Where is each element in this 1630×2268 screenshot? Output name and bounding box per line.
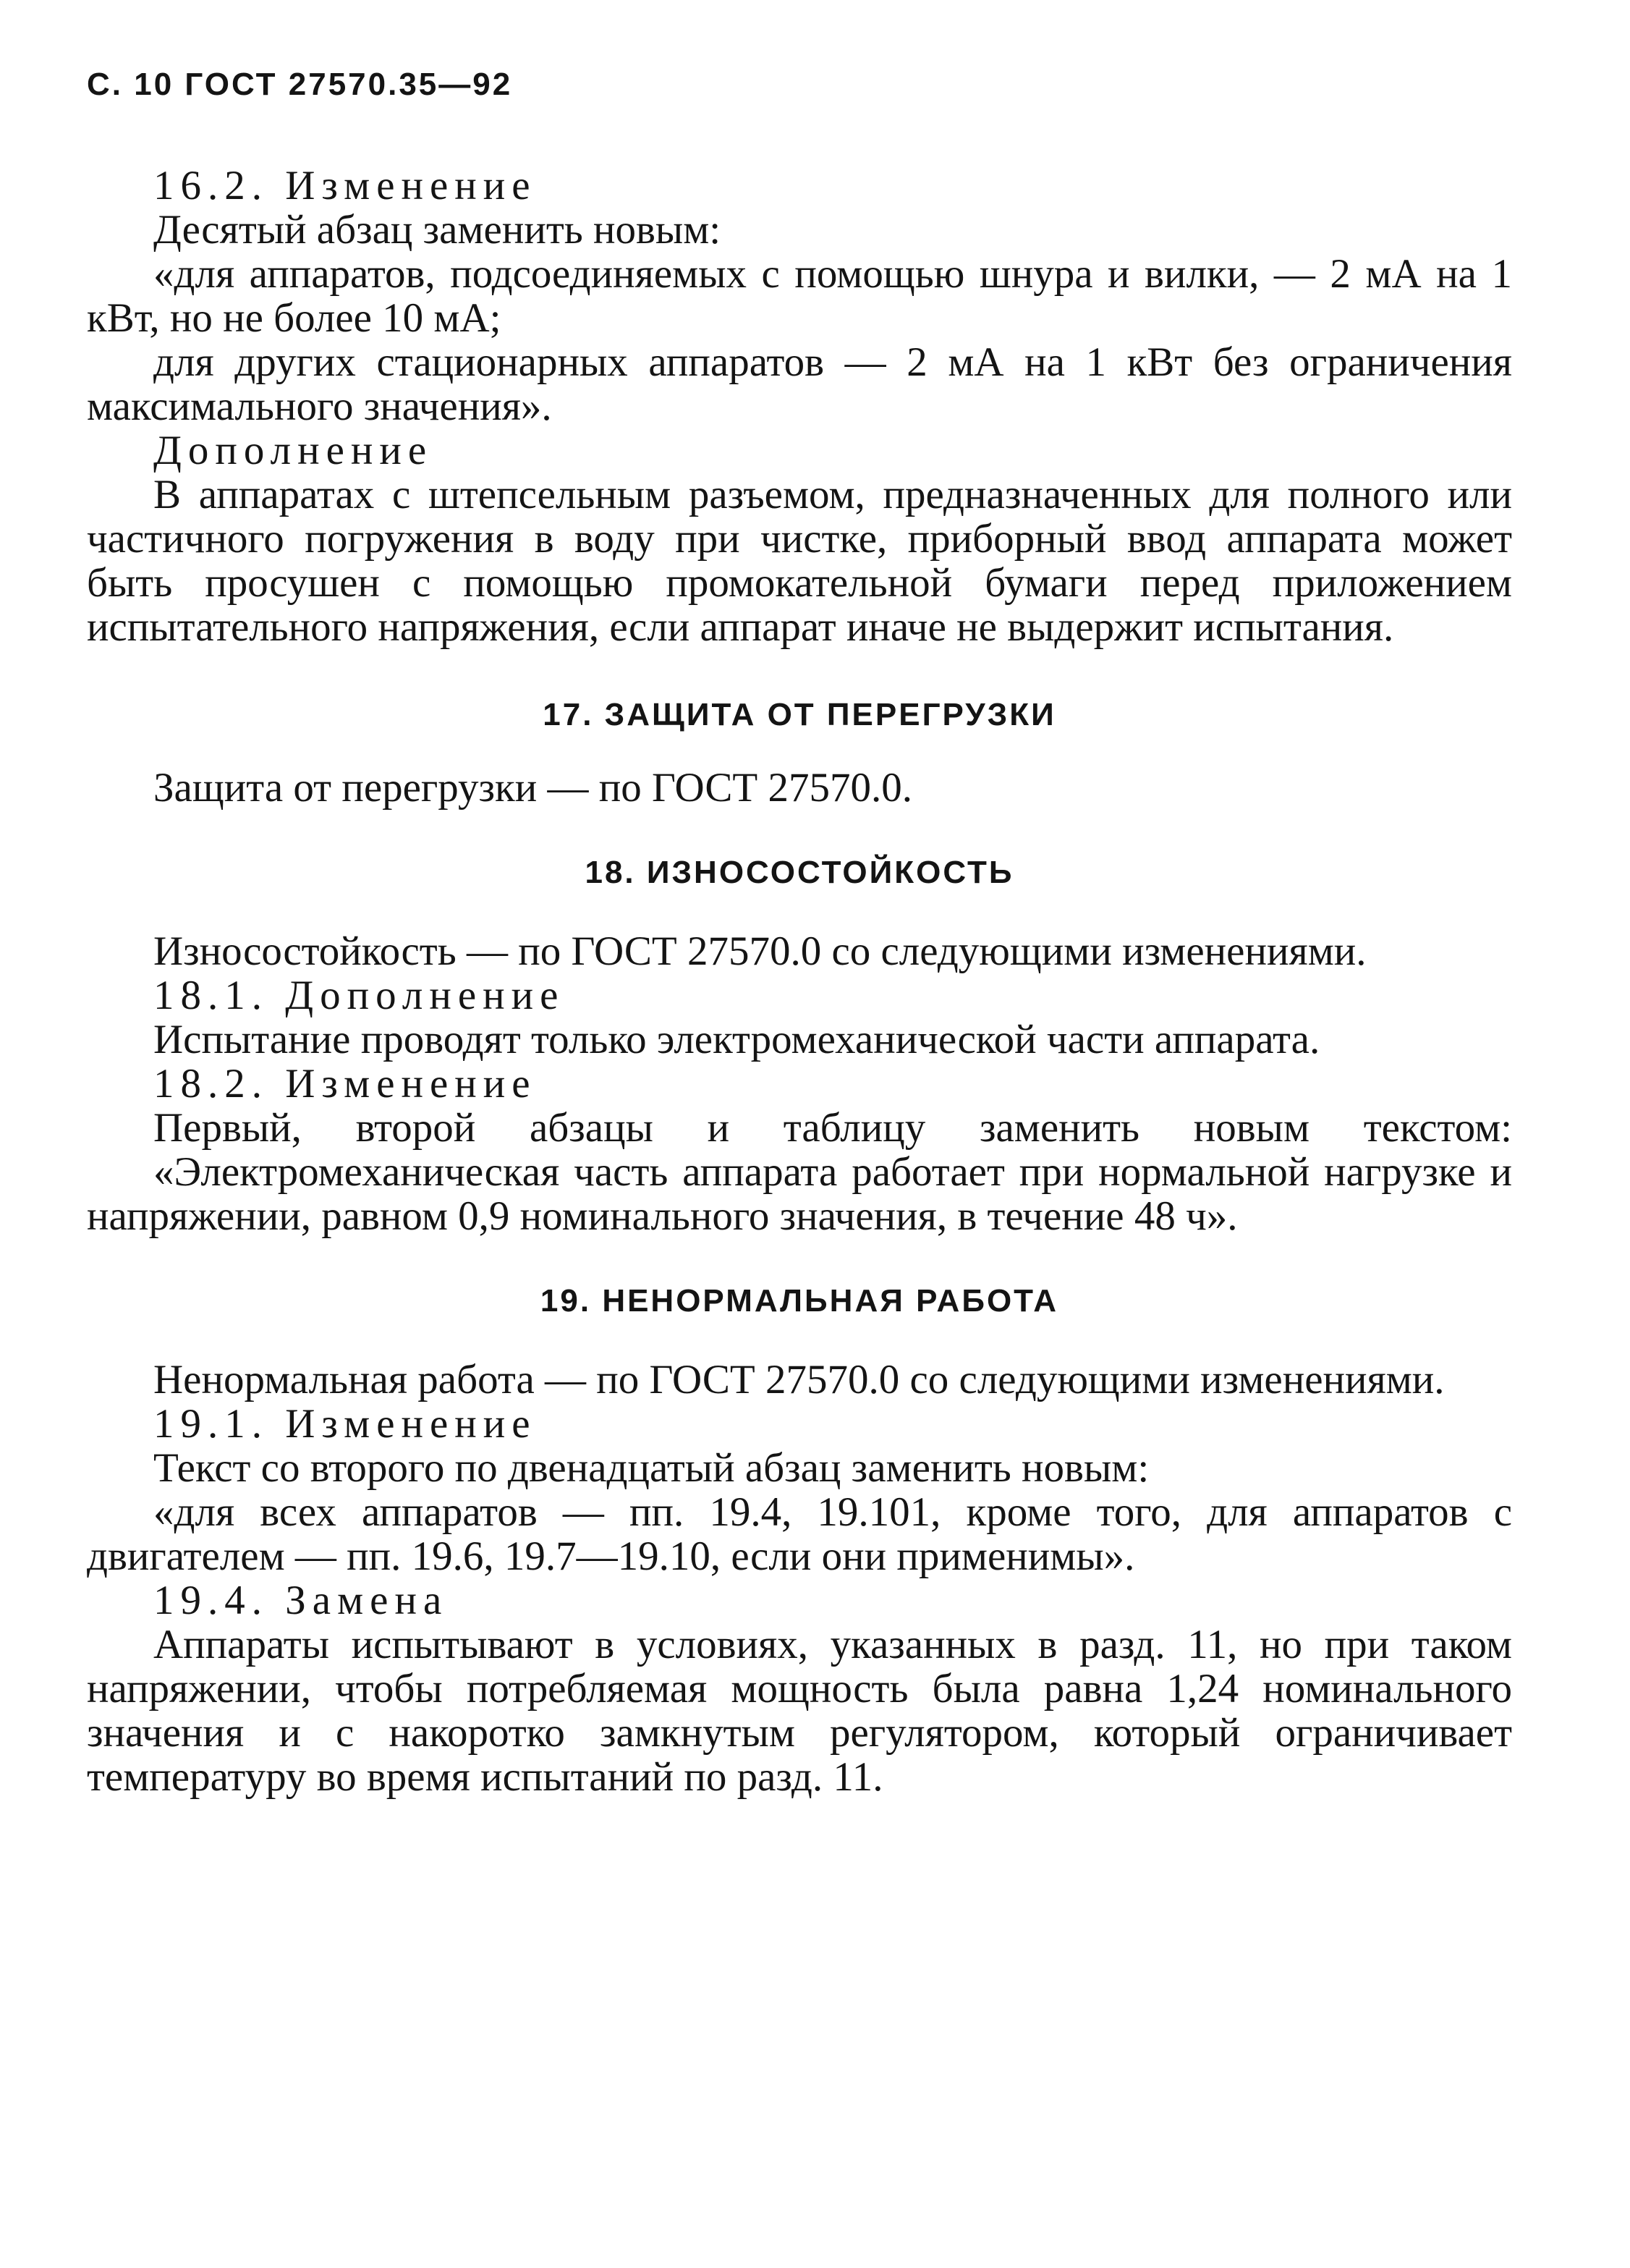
section-19-intro: Ненормальная работа — по ГОСТ 27570.0 со следующими изменениями. — [153, 1357, 1445, 1402]
section-17-title: 17. ЗАЩИТА ОТ ПЕРЕГРУЗКИ — [543, 697, 1056, 732]
clause-18-2-text: «Электромеханическая часть аппарата работает при нормальной нагрузке и напряжении, равном 0,9 номинального значения, в течение 48 ч». — [87, 1149, 1512, 1239]
clause-18-1-text: Испытание проводят только электромеханической части аппарата. — [153, 1017, 1320, 1062]
clause-18-1-label: 18.1. Дополнение — [153, 973, 565, 1018]
clause-16-2-text-2: для других стационарных аппаратов — 2 мА на 1 кВт без ограничения максимального значения». — [87, 339, 1512, 429]
clause-16-addition-text: В аппаратах с штепсельным разъемом, предназначенных для полного или частичного погружения в воду при чистке, приборный ввод аппарата может быть просушен с помощью промокательной бумаги перед приложением испытательного напряжения, если аппарат иначе не выдержит испытания. — [87, 472, 1512, 650]
document-body — [87, 164, 1512, 1799]
page-header: С. 10 ГОСТ 27570.35—92 — [87, 67, 513, 102]
clause-16-2-text-1: «для аппаратов, подсоединяемых с помощью шнура и вилки, — 2 мА на 1 кВт, но не более 10 мА; — [87, 251, 1512, 341]
section-19-title: 19. НЕНОРМАЛЬНАЯ РАБОТА — [540, 1283, 1059, 1319]
clause-18-2-label: 18.2. Изменение — [153, 1061, 537, 1107]
clause-19-4-text: Аппараты испытывают в условиях, указанных в разд. 11, но при таком напряжении, чтобы потребляемая мощность была равна 1,24 номинального значения и с накоротко замкнутым регулятором, который ограничивает температуру во время испытаний по разд. 11. — [87, 1622, 1512, 1800]
clause-19-1-label: 19.1. Изменение — [153, 1401, 537, 1447]
clause-18-2-instruction: Первый, второй абзацы и таблицу заменить новым текстом: — [153, 1105, 1512, 1151]
clause-19-1-text: «для всех аппаратов — пп. 19.4, 19.101, кроме того, для аппаратов с двигателем — пп. 19.6, 19.7—19.10, если они применимы». — [87, 1489, 1512, 1579]
clause-19-1-instruction: Текст со второго по двенадцатый абзац заменить новым: — [153, 1445, 1150, 1491]
section-17-text: Защита от перегрузки — по ГОСТ 27570.0. — [153, 765, 912, 811]
clause-16-2-label: 16.2. Изменение — [153, 163, 537, 208]
section-18-intro: Износостойкость — по ГОСТ 27570.0 со следующими изменениями. — [153, 928, 1367, 974]
clause-16-addition-label: Дополнение — [153, 428, 433, 473]
clause-19-4-label: 19.4. Замена — [153, 1578, 449, 1623]
clause-16-2-instruction: Десятый абзац заменить новым: — [153, 207, 721, 253]
section-18-title: 18. ИЗНОСОСТОЙКОСТЬ — [585, 855, 1014, 890]
